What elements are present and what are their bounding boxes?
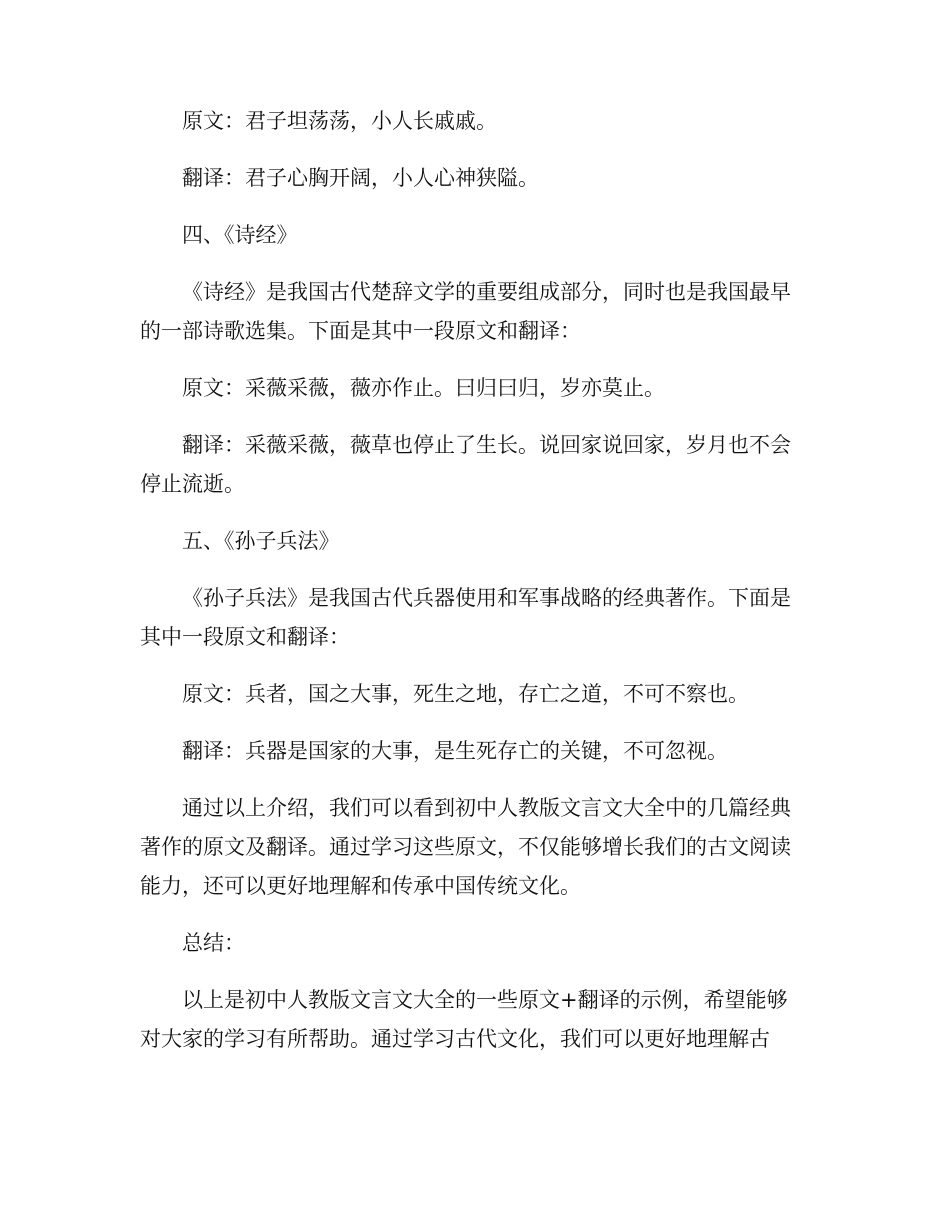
section-heading-summary: 总结： — [182, 931, 245, 955]
paragraph-original-text-bingzhe: 原文：兵者，国之大事，死生之地，存亡之道，不可不察也。 — [182, 682, 749, 706]
paragraph-translation-junzi: 翻译：君子心胸开阔，小人心神狭隘。 — [182, 166, 539, 190]
paragraph-summary-intro: 通过以上介绍，我们可以看到初中人教版文言文大全中的几篇经典著作的原文及翻译。通过学习这些原文，不仅能够增长我们的古文阅读能力，还可以更好地理解和传承中国传统文化。 — [140, 796, 791, 898]
section-heading-sunzi: 五、《孙子兵法》 — [182, 529, 340, 553]
paragraph-translation-bingzhe: 翻译：兵器是国家的大事，是生死存亡的关键，不可忽视。 — [182, 739, 728, 763]
paragraph-sunzi-intro: 《孙子兵法》是我国古代兵器使用和军事战略的经典著作。下面是其中一段原文和翻译： — [140, 586, 791, 649]
section-heading-shijing: 四、《诗经》 — [182, 223, 298, 247]
paragraph-original-text-junzi: 原文：君子坦荡荡，小人长戚戚。 — [182, 109, 497, 133]
paragraph-translation-caiwei: 翻译：采薇采薇，薇草也停止了生长。说回家说回家，岁月也不会停止流逝。 — [140, 433, 791, 496]
paragraph-original-text-caiwei: 原文：采薇采薇，薇亦作止。曰归曰归，岁亦莫止。 — [182, 376, 665, 400]
paragraph-summary-body: 以上是初中人教版文言文大全的一些原文+翻译的示例，希望能够对大家的学习有所帮助。通过学习古代文化，我们可以更好地理解古 — [140, 988, 788, 1051]
paragraph-shijing-intro: 《诗经》是我国古代楚辞文学的重要组成部分，同时也是我国最早的一部诗歌选集。下面是其中一段原文和翻译： — [140, 280, 791, 343]
document-body — [140, 102, 805, 1077]
